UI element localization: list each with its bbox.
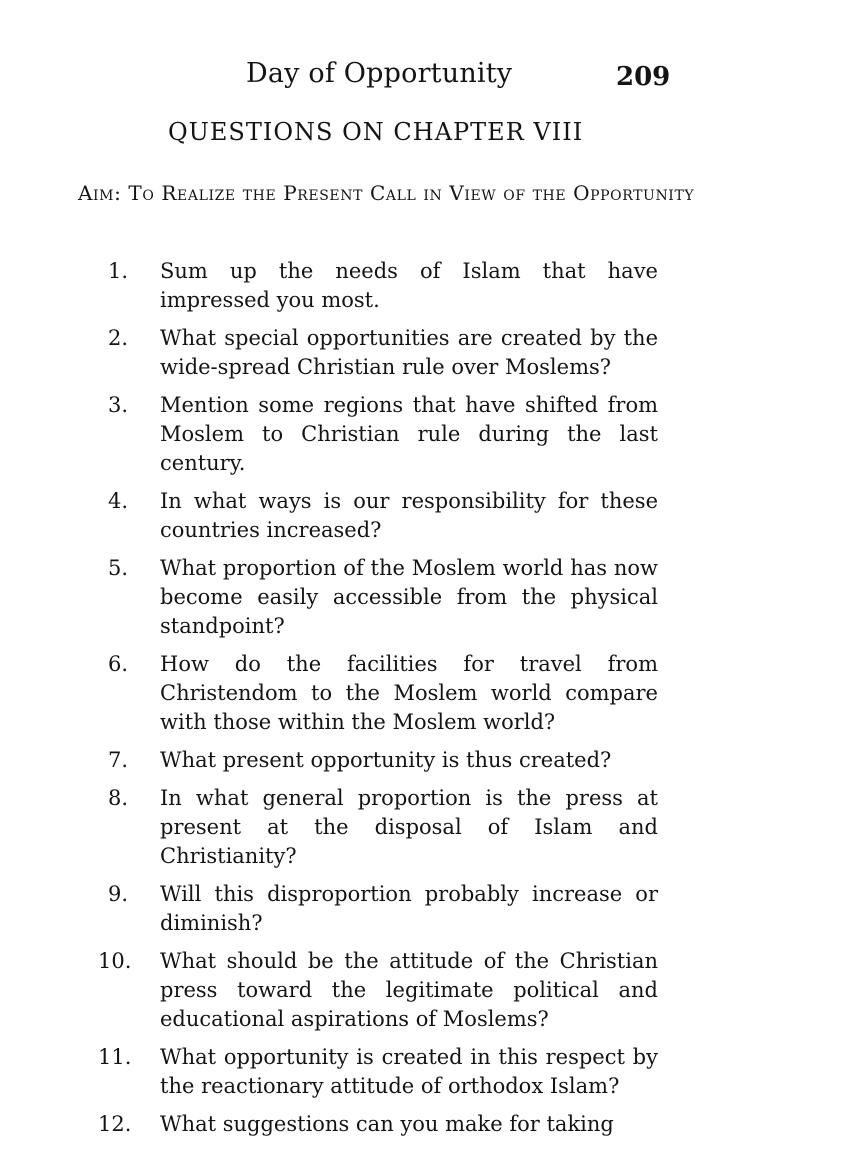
question-number: 8. [108,786,129,810]
question-item [98,324,658,382]
question-item [98,1043,658,1101]
running-title: Day of Opportunity [246,58,513,89]
questions-list [98,257,658,1148]
question-text: What proportion of the Moslem world has now become easily accessible from the physical standpoint? [160,556,658,638]
question-number: 7. [108,748,129,772]
question-text: What suggestions can you make for taking [160,1112,614,1136]
question-number: 2. [108,326,129,350]
question-text: In what ways is our responsibility for these countries increased? [160,489,658,542]
question-number: 1. [108,259,129,283]
question-text: What opportunity is created in this respect by the reactionary attitude of orthodox Islam? [160,1045,658,1098]
question-number: 12. [98,1112,132,1136]
question-number: 6. [108,652,129,676]
question-item [98,554,658,641]
question-text: What should be the attitude of the Christian press toward the legitimate political and educational aspirations of Moslems? [160,949,658,1031]
question-number: 3. [108,393,129,417]
question-item [98,650,658,737]
question-text: Will this disproportion probably increase or diminish? [160,882,658,935]
question-text: What special opportunities are created by the wide-spread Christian rule over Moslems? [160,326,658,379]
question-text: Sum up the needs of Islam that have impressed you most. [160,259,658,312]
question-item [98,784,658,871]
question-text: How do the facilities for travel from Christendom to the Moslem world compare with those within the Moslem world? [160,652,658,734]
question-number: 11. [98,1045,132,1069]
page-number: 209 [616,62,671,92]
question-item [98,1110,658,1139]
question-number: 9. [108,882,129,906]
question-item [98,391,658,478]
question-item [98,487,658,545]
chapter-heading: QUESTIONS ON CHAPTER VIII [168,118,584,146]
question-number: 10. [98,949,132,973]
question-item [98,746,658,775]
running-head [0,58,850,98]
question-number: 5. [108,556,129,580]
question-number: 4. [108,489,129,513]
aim-statement: Aim: To Realize the Present Call in View of the Opportunity [78,181,695,205]
question-text: What present opportunity is thus created? [160,748,612,772]
question-text: In what general proportion is the press at present at the disposal of Islam and Christianity? [160,786,658,868]
question-item [98,947,658,1034]
question-item [98,880,658,938]
question-text: Mention some regions that have shifted from Moslem to Christian rule during the last century. [160,393,658,475]
question-item [98,257,658,315]
